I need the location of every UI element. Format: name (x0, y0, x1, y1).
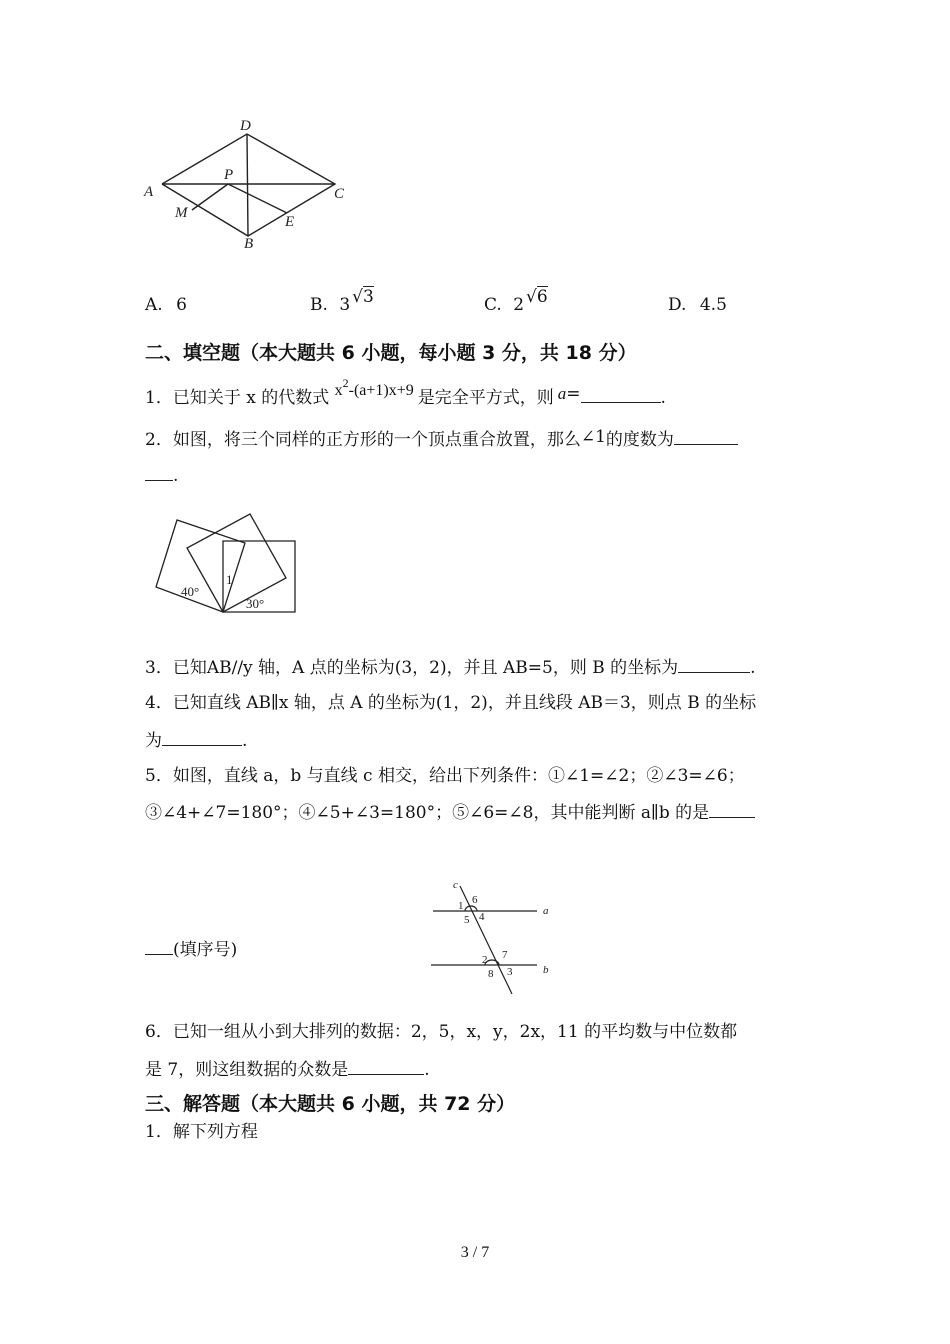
question-5-line-3 (145, 938, 237, 961)
q1-var: a (557, 384, 567, 403)
question-4-line-1: 4．已知直线 AB∥x 轴，点 A 的坐标为(1，2)，并且线段 AB＝3，则点 B 的坐标 (145, 693, 757, 713)
question-6-line-1: 6．已知一组从小到大排列的数据：2，5，x，y，2x，11 的平均数与中位数都 (145, 1022, 738, 1042)
option-a (145, 294, 187, 316)
q5-answer-blank-cont[interactable] (145, 938, 173, 955)
option-c-letter: C. (484, 295, 502, 315)
label-b: B (244, 236, 254, 252)
angle-30-label: 30° (246, 596, 265, 611)
sqrt-icon: √3 (352, 287, 374, 307)
q1-eq: = (566, 384, 581, 404)
section-3-question-1: 1．解下列方程 (145, 1122, 258, 1142)
q2-answer-blank-cont[interactable] (145, 464, 173, 481)
q1-expr-x: x (334, 382, 343, 399)
angle-40-label: 40° (181, 584, 200, 599)
angle-label-4: 4 (479, 911, 485, 923)
label-a: A (144, 184, 154, 200)
question-5-line-1: 5．如图，直线 a，b 与直线 c 相交，给出下列条件：①∠1=∠2；②∠3=∠6； (145, 766, 745, 786)
question-1 (145, 376, 666, 410)
label-e: E (285, 214, 295, 230)
option-c (484, 287, 548, 316)
option-a-value: 6 (176, 295, 187, 315)
question-3 (145, 656, 756, 679)
question-4-line-2 (145, 729, 247, 752)
label-c: c (453, 879, 458, 891)
q3-end: . (750, 658, 756, 678)
angle-label-3: 3 (507, 966, 513, 978)
q1-post: 是完全平方式，则 (417, 388, 554, 408)
sqrt-icon: √6 (526, 287, 548, 307)
option-b-letter: B. (310, 295, 328, 315)
q2-pre: 2．如图，将三个同样的正方形的一个顶点重合放置，那么 (145, 430, 581, 450)
q3-text: 3．已知AB//y 轴，A 点的坐标为(3，2)，并且 AB=5，则 B 的坐标为 (145, 658, 679, 678)
option-a-letter: A. (145, 295, 163, 315)
q5-fill-hint: (填序号) (173, 940, 238, 960)
option-d-value: 4.5 (699, 295, 727, 315)
angle-label-6: 6 (472, 894, 478, 906)
square-left (156, 520, 245, 612)
q1-expr-square: 2 (342, 376, 349, 390)
q1-expression (334, 376, 418, 399)
segment-mp (192, 184, 228, 210)
angle-label-7: 7 (502, 949, 508, 961)
line-c (460, 886, 512, 994)
figure-rhombus (140, 112, 360, 252)
q5-answer-blank[interactable] (709, 801, 755, 818)
q1-expr-rest: -(a+1)x+9 (348, 382, 414, 399)
q4-end: . (242, 731, 248, 751)
angle-label-8: 8 (488, 968, 494, 980)
question-5-line-2 (145, 801, 755, 824)
q5-line2-text: ③∠4+∠7=180°；④∠5+∠3=180°；⑤∠6=∠8，其中能判断 a∥b 的是 (145, 803, 710, 823)
angle-1-label: 1 (226, 572, 233, 587)
section-2-heading: 二、填空题（本大题共 6 小题，每小题 3 分，共 18 分） (145, 342, 637, 364)
option-b-value: 3 (339, 295, 351, 315)
label-d: D (240, 118, 251, 134)
label-b: b (543, 964, 549, 976)
q2-answer-blank[interactable] (674, 428, 738, 445)
section-3-heading: 三、解答题（本大题共 6 小题，共 72 分） (145, 1093, 516, 1115)
segment-pe (228, 184, 287, 213)
q2-post: 的度数为 (605, 430, 674, 450)
q3-answer-blank[interactable] (678, 656, 750, 673)
option-c-root: 6 (536, 287, 548, 307)
figure-parallel-lines (425, 878, 560, 998)
angle-label-2: 2 (482, 954, 488, 966)
q1-pre: 1．已知关于 x 的代数式 (145, 388, 330, 408)
q1-end: . (660, 388, 666, 408)
label-m: M (175, 205, 188, 221)
q4-pre: 为 (145, 731, 162, 751)
angle-label-1: 1 (458, 900, 464, 912)
diagonal-db (247, 134, 248, 236)
label-c: C (334, 186, 345, 202)
question-2-line-2 (145, 464, 178, 487)
q2-angle: ∠1 (580, 427, 606, 447)
option-b (310, 287, 374, 316)
q4-answer-blank[interactable] (162, 729, 242, 746)
option-d (668, 294, 727, 316)
question-2-line-1 (145, 428, 738, 451)
page-number: 3 / 7 (460, 1244, 490, 1261)
q1-answer-blank[interactable] (581, 386, 661, 403)
option-d-letter: D. (668, 295, 687, 315)
option-b-root: 3 (362, 287, 374, 307)
q6-line2-text: 是 7，则这组数据的众数是 (145, 1060, 349, 1080)
option-c-value: 2 (513, 295, 525, 315)
label-p: P (224, 167, 234, 183)
q6-end: . (424, 1060, 430, 1080)
angle-label-5: 5 (464, 914, 470, 926)
q2-end: . (173, 466, 179, 486)
label-a: a (543, 905, 549, 917)
question-6-line-2 (145, 1058, 430, 1081)
figure-three-squares (150, 510, 300, 616)
q6-answer-blank[interactable] (348, 1058, 424, 1075)
